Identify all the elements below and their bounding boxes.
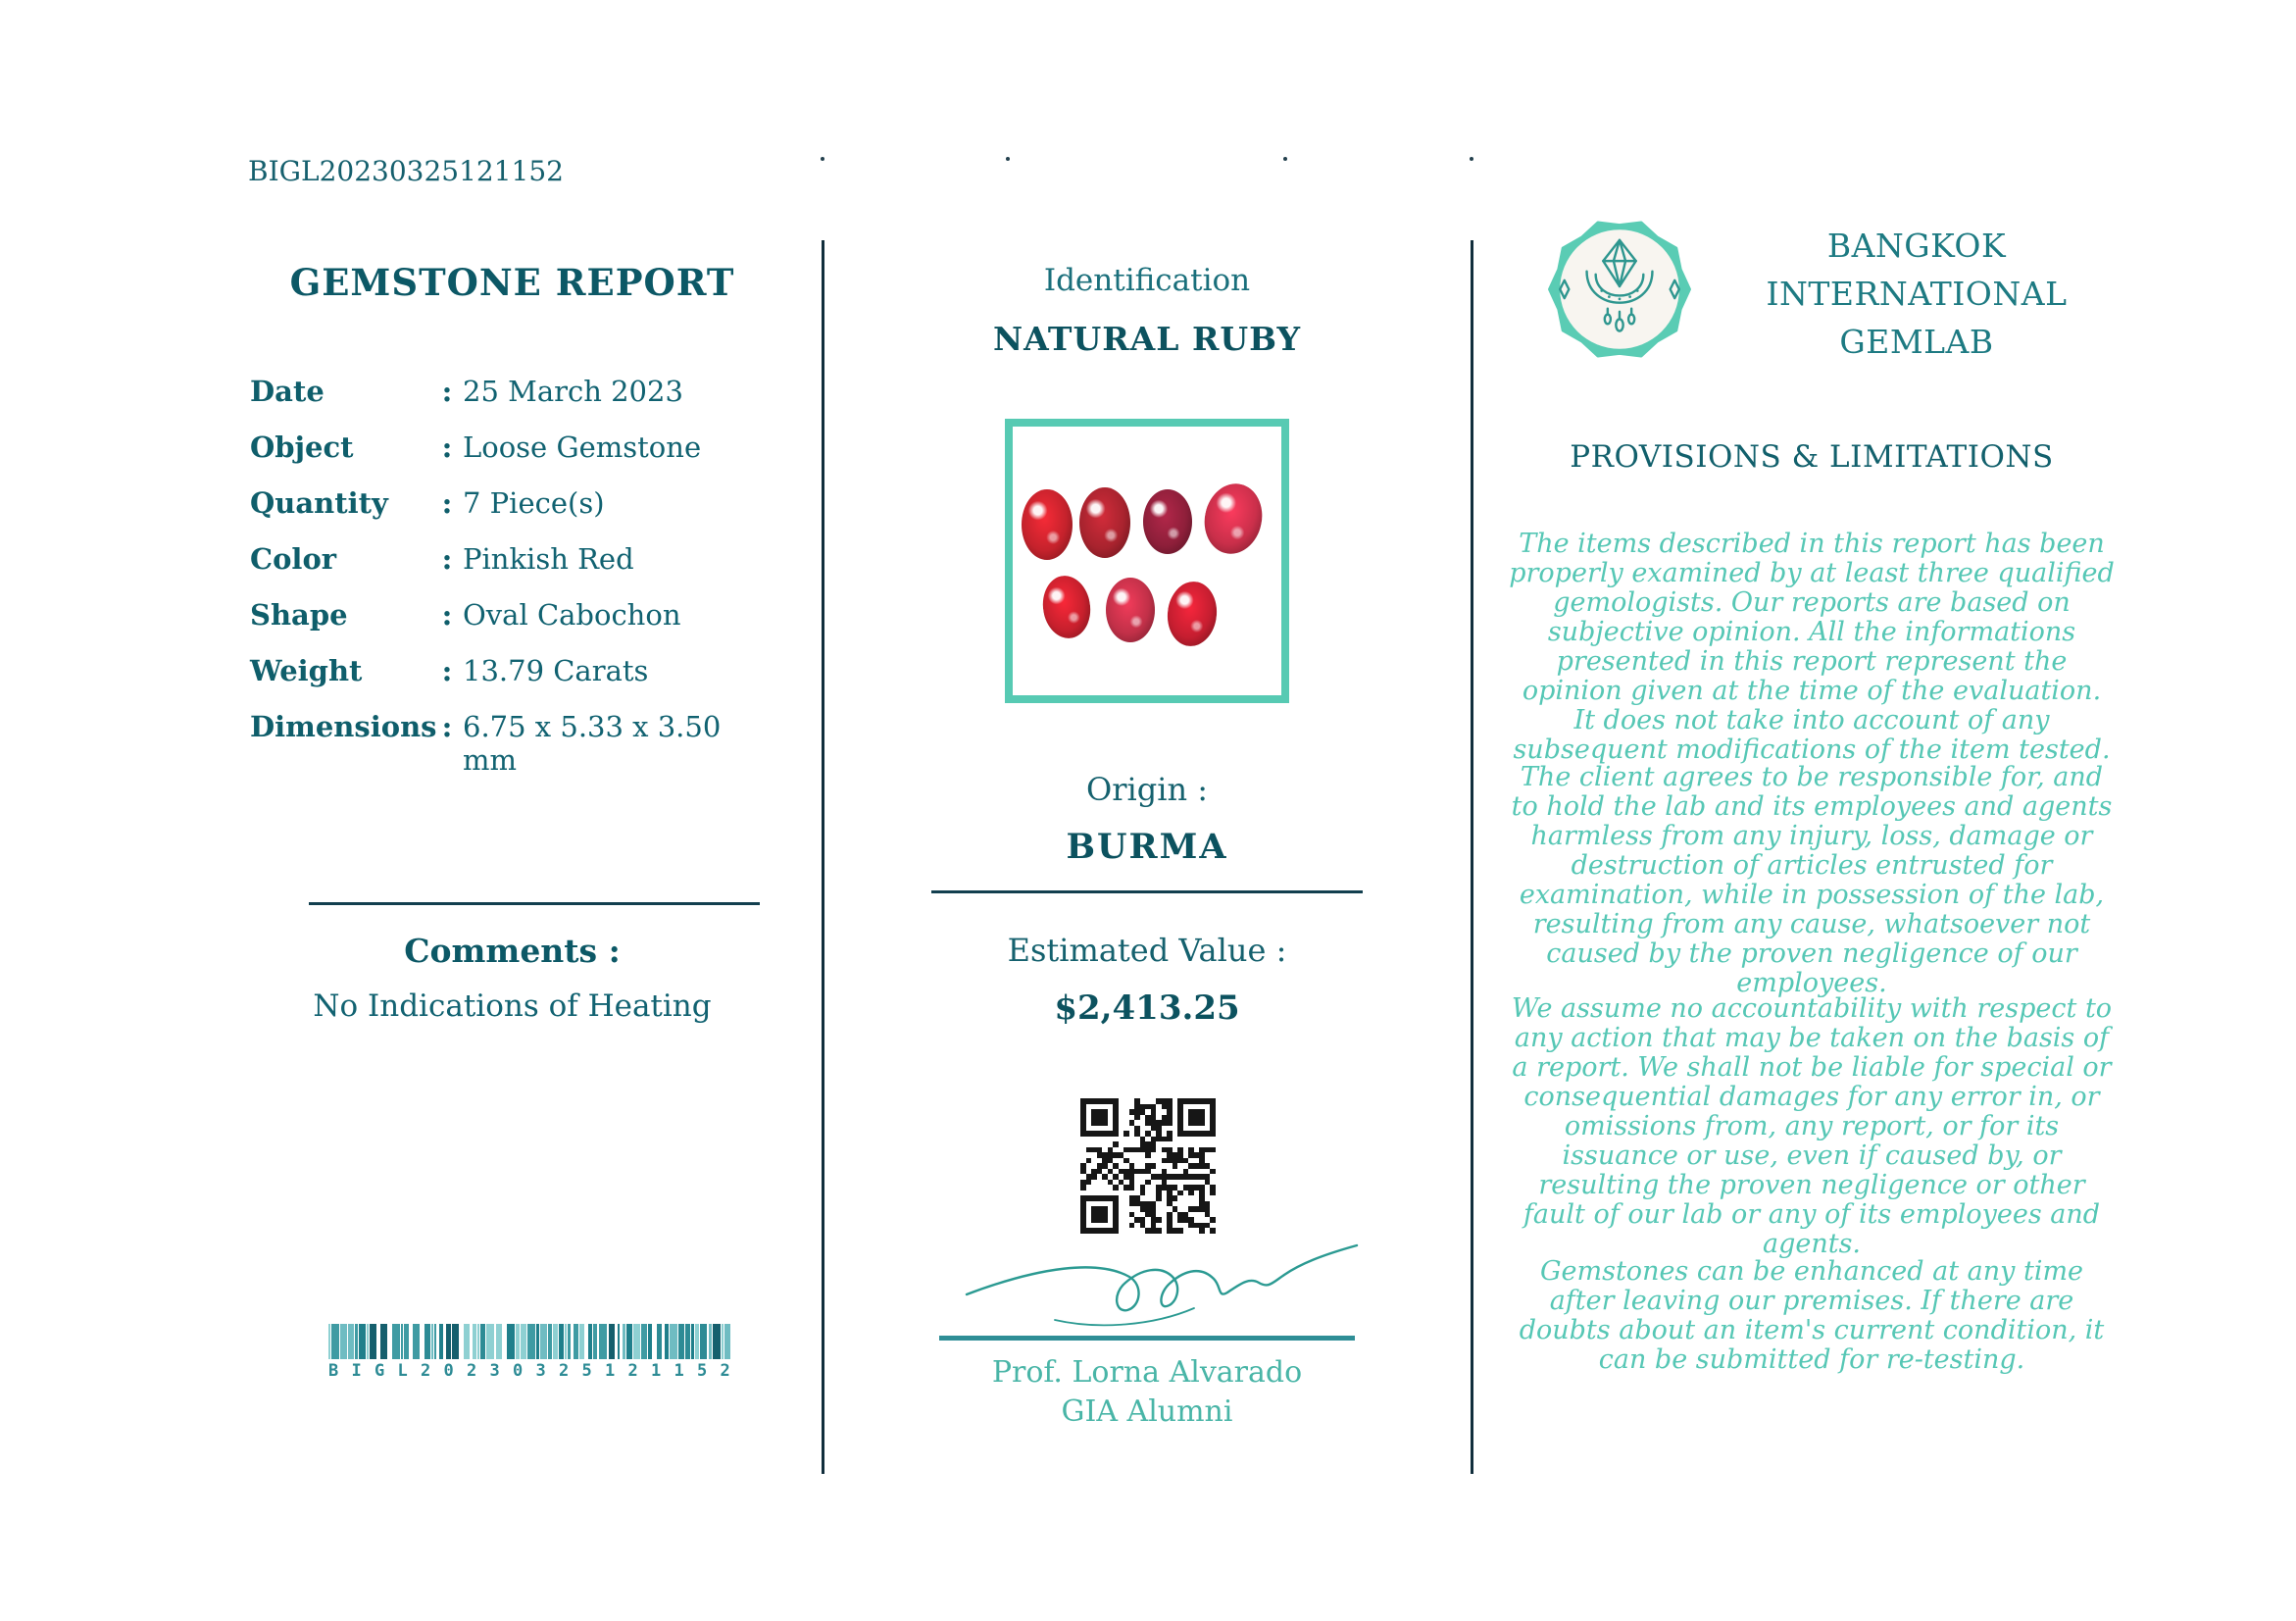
- comments-value: No Indications of Heating: [313, 988, 712, 1024]
- field-colon: :: [441, 542, 453, 576]
- signatory-name: Prof. Lorna Alvarado: [991, 1355, 1303, 1390]
- barcode-text: B I G L 2 0 2 3 0 3 2 5 1 2 1 1 5 2: [328, 1361, 730, 1381]
- field-label: Shape: [250, 598, 348, 632]
- value-divider-line: [931, 890, 1363, 893]
- ruby-cabochon: [1079, 487, 1130, 558]
- report-number: BIGL20230325121152: [248, 155, 564, 187]
- field-colon: :: [441, 710, 453, 743]
- field-label: Weight: [250, 654, 363, 687]
- field-row-object: [250, 431, 774, 486]
- ruby-cabochon: [1022, 489, 1073, 560]
- origin-value: BURMA: [1066, 827, 1228, 867]
- field-label: Date: [250, 375, 324, 408]
- ruby-cabochon: [1106, 578, 1155, 642]
- report-fields: [250, 375, 774, 777]
- qr-code: [1080, 1098, 1216, 1234]
- registration-dot: [1006, 157, 1010, 161]
- lab-name-line: GEMLAB: [1839, 323, 1994, 361]
- ruby-cabochon: [1143, 489, 1192, 554]
- provisions-paragraph: We assume no accountability with respect to any action that may be taken on the basis of a report. We shall not be liable for special or consequential damages for any error in, or omissions from, any report, or for its issuance or use, even if caused by, or resulting the proven negligence or other fault of our lab or any of its employees and agents.: [1511, 993, 2113, 1259]
- field-value: 6.75 x 5.33 x 3.50 mm: [463, 710, 722, 777]
- identification-value: NATURAL RUBY: [992, 320, 1302, 358]
- ruby-cabochon: [1198, 479, 1269, 559]
- signatory-credential: GIA Alumni: [1061, 1394, 1233, 1429]
- field-value: Pinkish Red: [463, 542, 634, 576]
- comments-divider-line: [309, 902, 760, 905]
- provisions-paragraph: Gemstones can be enhanced at any time after leaving our premises. If there are doubts about an item's current condition, it can be submitted for re-testing.: [1519, 1256, 2105, 1375]
- estimated-value: $2,413.25: [1054, 988, 1240, 1028]
- field-label: Color: [250, 542, 337, 576]
- registration-dot: [1470, 157, 1473, 161]
- field-value: 7 Piece(s): [463, 486, 605, 520]
- registration-dot: [1283, 157, 1287, 161]
- identification-label: Identification: [1043, 263, 1251, 298]
- field-label: Object: [250, 431, 354, 464]
- barcode: [328, 1324, 730, 1359]
- ruby-cabochon: [1039, 573, 1094, 641]
- field-label: Quantity: [250, 486, 388, 520]
- lab-name-line: BANGKOK: [1826, 227, 2007, 265]
- field-row-date: [250, 375, 774, 431]
- provisions-paragraph: The client agrees to be responsible for, and to hold the lab and its employees and agents harmless from any injury, loss, damage or destruction of articles entrusted for examination, while in possession of the lab, resulting from any cause, whatsoever not caused by the proven negligence of our employees.: [1511, 762, 2113, 998]
- signature-line: [939, 1336, 1355, 1341]
- field-colon: :: [441, 654, 453, 687]
- field-colon: :: [441, 431, 453, 464]
- lab-logo gem-crescent-badge-icon: [1545, 212, 1694, 367]
- field-row-quantity: [250, 486, 774, 542]
- field-colon: :: [441, 598, 453, 632]
- lab-name-line: INTERNATIONAL: [1766, 275, 2068, 313]
- field-row-weight: [250, 654, 774, 710]
- field-colon: :: [441, 375, 453, 408]
- field-row-color: [250, 542, 774, 598]
- field-row-shape: [250, 598, 774, 654]
- field-value: 25 March 2023: [463, 375, 683, 408]
- field-value: 13.79 Carats: [463, 654, 649, 687]
- ruby-cabochon: [1165, 580, 1221, 649]
- origin-label: Origin :: [1085, 771, 1209, 808]
- lab-name: [1706, 222, 2127, 366]
- comments-label: Comments :: [404, 932, 621, 970]
- signature: [961, 1238, 1363, 1341]
- registration-dot: [821, 157, 824, 161]
- field-row-dimensions: [250, 710, 774, 777]
- field-value: Oval Cabochon: [463, 598, 681, 632]
- provisions-paragraph: The items described in this report has been properly examined by at least three qualified gemologists. Our reports are based on subjective opinion. All the informations presented in this report represent the opinion given at the time of the evaluation. It does not take into account of any subsequent modifications of the item tested.: [1509, 529, 2115, 765]
- gemstone-photo: [1005, 419, 1289, 703]
- field-value: Loose Gemstone: [463, 431, 702, 464]
- field-colon: :: [441, 486, 453, 520]
- provisions-title: PROVISIONS & LIMITATIONS: [1570, 439, 2054, 475]
- field-label: Dimensions: [250, 710, 437, 743]
- report-title: GEMSTONE REPORT: [289, 261, 735, 304]
- estimated-value-label: Estimated Value :: [1007, 932, 1287, 969]
